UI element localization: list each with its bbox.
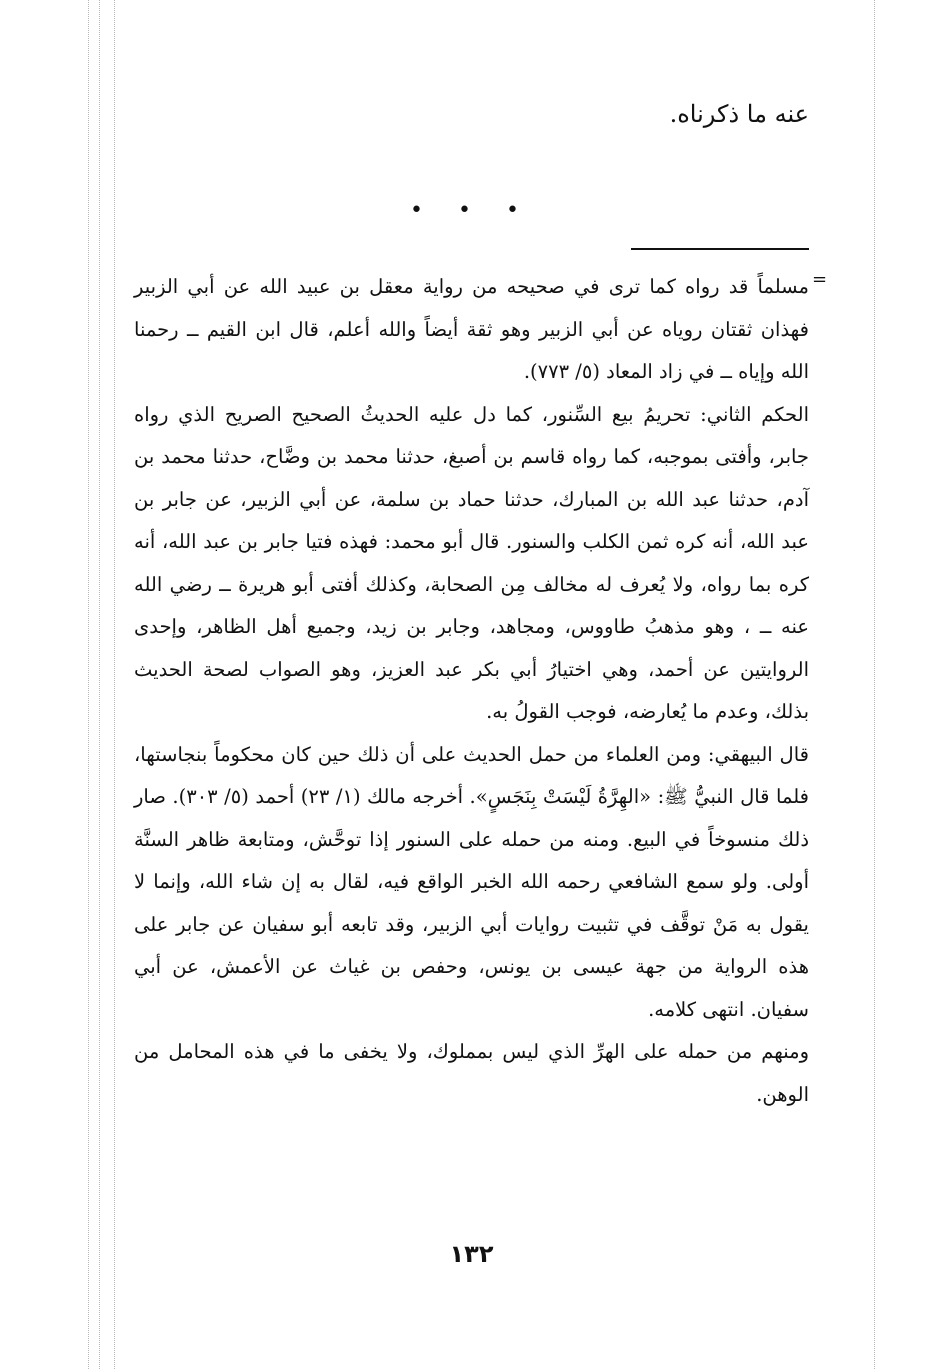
opening-line: عنه ما ذكرناه. bbox=[669, 100, 809, 128]
footnote-paragraph: ومنهم من حمله على الهرِّ الذي ليس بمملوك، ولا يخفى ما في هذه المحامل من الوهن. bbox=[134, 1040, 809, 1106]
footnote-paragraph: الحكم الثاني: تحريمُ بيع السِّنور، كما دل عليه الحديثُ الصحيح الصريح الذي رواه جابر، وأفتى بموجبه، كما رواه قاسم بن أصبغ، حدثنا محمد بن وضَّاح، حدثنا محمد بن آدم، حدثنا عبد الله بن المبارك، حدثنا حماد بن سلمة، عن أبي الزبير، عن جابر بن عبد الله، أنه كره ثمن الكلب والسنور. قال أبو محمد: فهذه فتيا جابر بن عبد الله، أنه كره بما رواه، ولا يُعرف له مخالف مِن الصحابة، وكذلك أفتى أبو هريرة ــ رضي الله عنه ــ ، وهو مذهبُ طاووس، ومجاهد، وجابر بن زيد، وجميع أهل الظاهر، وإحدى الروايتين عن أحمد، وهي اختيارُ أبي بكر عبد العزيز، وهو الصواب لصحة الحديث بذلك، وعدم ما يُعارضه، فوجب القولُ به. bbox=[134, 402, 809, 723]
footnote-rule bbox=[631, 248, 809, 250]
footnote-continuation-mark: = bbox=[812, 269, 828, 290]
footnotes-body bbox=[134, 266, 809, 1116]
footnote-paragraph: مسلماً قد رواه كما ترى في صحيحه من رواية معقل بن عبيد الله عن أبي الزبير فهذان ثقتان روياه عن أبي الزبير وهو ثقة أيضاً والله أعلم، قال ابن القيم ــ رحمنا الله وإياه ــ في زاد المعاد (٥/ ٧٧٣). bbox=[134, 275, 809, 383]
section-separator: • • • bbox=[410, 198, 533, 223]
footnote-paragraph: قال البيهقي: ومن العلماء من حمل الحديث على أن ذلك حين كان محكوماً بنجاستها، فلما قال النبيُّ ﷺ: «الهِرَّةُ لَيْسَتْ بِنَجَسٍ». أخرجه مالك (١/ ٢٣) أحمد (٥/ ٣٠٣). صار ذلك منسوخاً في البيع. ومنه من حمله على السنور إذا توحَّش، ومتابعة ظاهر السنَّة أولى. ولو سمع الشافعي رحمه الله الخبر الواقع فيه، لقال به إن شاء الله، وإنما لا يقول به مَنْ توقَّف في تثبيت روايات أبي الزبير، وقد تابعه أبو سفيان عن جابر على هذه الرواية من جهة عيسى بن يونس، وحفص بن غياث عن الأعمش، عن أبي سفيان. انتهى كلامه. bbox=[134, 742, 809, 1021]
page-number: ١٣٢ bbox=[449, 1240, 494, 1268]
